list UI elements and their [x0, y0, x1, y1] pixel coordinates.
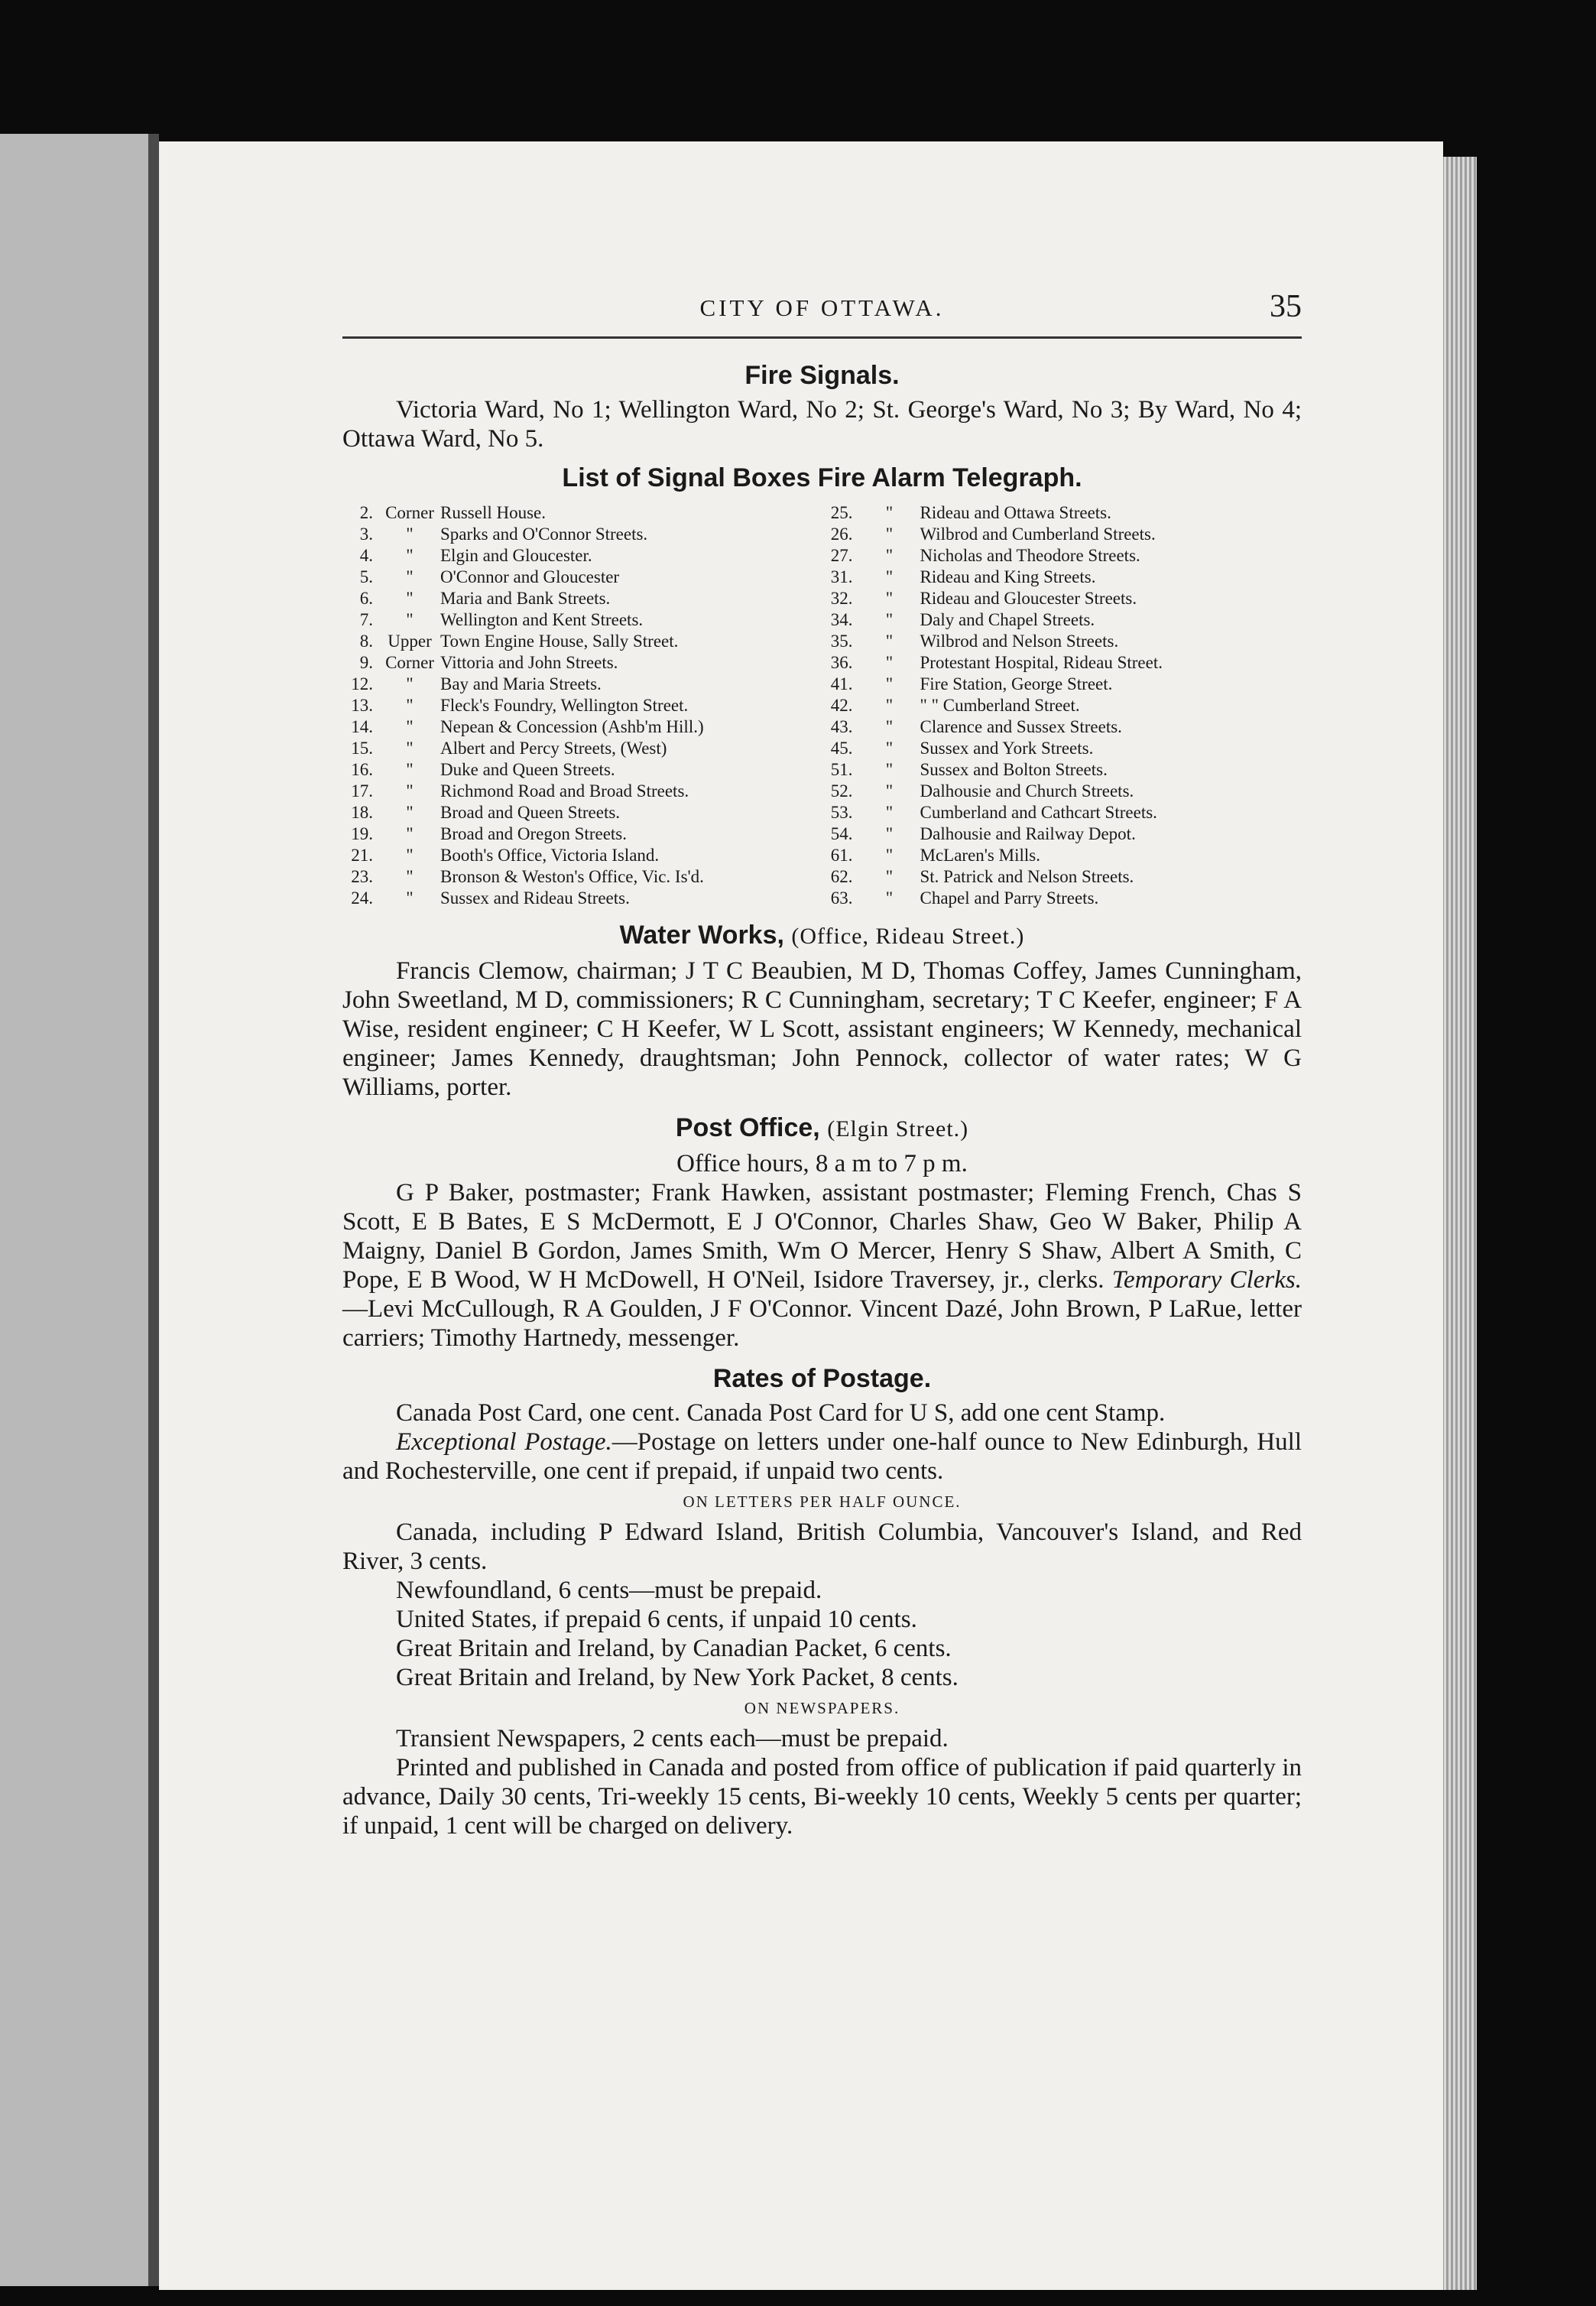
signal-box-row: [822, 652, 1302, 674]
signal-box-number: 12.: [351, 674, 373, 693]
signal-box-row: [342, 674, 822, 695]
signal-box-location: Fleck's Foundry, Wellington Street.: [440, 696, 689, 715]
signal-box-number: 61.: [830, 846, 853, 865]
signal-box-number: 23.: [351, 867, 373, 886]
signal-box-prefix: ": [885, 632, 894, 651]
signal-box-row: [342, 567, 822, 588]
signal-box-prefix: ": [406, 589, 414, 608]
running-title: CITY OF OTTAWA.: [699, 294, 945, 321]
signal-box-prefix: Corner: [385, 653, 434, 672]
signal-box-number: 2.: [359, 503, 373, 522]
signal-box-prefix: ": [885, 739, 894, 758]
signal-box-prefix: ": [406, 888, 414, 908]
signal-box-row: [822, 502, 1302, 524]
post-office-hours: Office hours, 8 a m to 7 p m.: [676, 1150, 968, 1177]
signal-box-location: St. Patrick and Nelson Streets.: [920, 867, 1134, 886]
signal-box-number: 13.: [351, 696, 373, 715]
water-works-title: Water Works,: [619, 921, 784, 950]
temporary-clerks-label: Temporary Clerks.: [1111, 1266, 1302, 1294]
signal-box-location: Dalhousie and Railway Depot.: [920, 824, 1136, 843]
signal-box-location: Wilbrod and Cumberland Streets.: [920, 525, 1156, 544]
signal-boxes-left-column: [342, 502, 822, 909]
signal-box-location: Protestant Hospital, Rideau Street.: [920, 653, 1163, 672]
signal-box-number: 32.: [830, 589, 853, 608]
signal-box-location: Booth's Office, Victoria Island.: [440, 846, 660, 865]
post-office-address: (Elgin Street.): [827, 1116, 969, 1142]
signal-box-row: [822, 823, 1302, 845]
letters-rate: United States, if prepaid 6 cents, if unpaid 10 cents.: [396, 1606, 917, 1633]
signal-box-row: [822, 781, 1302, 802]
signal-box-prefix: ": [406, 674, 414, 693]
signal-box-prefix: ": [406, 803, 414, 822]
signal-box-number: 26.: [830, 525, 853, 544]
signal-box-number: 7.: [359, 610, 373, 629]
signal-box-prefix: ": [885, 589, 894, 608]
signal-box-row: [342, 823, 822, 845]
signal-box-number: 4.: [359, 546, 373, 565]
signal-box-row: [342, 524, 822, 545]
signal-box-number: 27.: [830, 546, 853, 565]
signal-box-number: 5.: [359, 567, 373, 586]
newspapers-subheading: ON NEWSPAPERS.: [744, 1699, 900, 1717]
signal-box-location: Chapel and Parry Streets.: [920, 888, 1099, 908]
signal-box-location: Broad and Oregon Streets.: [440, 824, 627, 843]
letters-subheading: ON LETTERS PER HALF OUNCE.: [683, 1492, 962, 1511]
signal-box-prefix: ": [885, 696, 894, 715]
signal-box-number: 18.: [351, 803, 373, 822]
signal-box-row: [342, 781, 822, 802]
signal-box-row: [342, 738, 822, 759]
signal-box-prefix: Corner: [385, 503, 434, 522]
water-works-heading: [342, 915, 1302, 957]
signal-box-location: Albert and Percy Streets, (West): [440, 739, 667, 758]
signal-box-prefix: ": [406, 546, 414, 565]
signal-box-prefix: ": [406, 696, 414, 715]
water-works-text: Francis Clemow, chairman; J T C Beaubien, M D, Thomas Coffey, James Cunningham, John Sweetland, M D, commissioners; R C Cunningham, secretary; T C Keefer, engineer; F A Wise, resident engineer; C H Keefer, W L Scott, assistant engineers; W Kennedy, mechanical engineer; James Kennedy, draughtsman; John Pennock, collector of water rates; W G Williams, porter.: [342, 957, 1302, 1101]
signal-box-prefix: ": [885, 525, 894, 544]
signal-box-row: [342, 866, 822, 888]
signal-box-prefix: ": [406, 760, 414, 779]
post-office-clerks: G P Baker, postmaster; Frank Hawken, assistant postmaster; Fleming French, Chas S Scott, E B Bates, E S McDermott, E J O'Connor, Charles Shaw, Geo W Baker, Philip A Maigny, Daniel B Gordon, James Smith, Wm O Mercer, Henry S Shaw, Albert A Smith, C Pope, E B Wood, W H McDowell, H O'Neil, Isidore Traversey, jr., clerks.: [342, 1179, 1302, 1294]
signal-box-location: Sussex and Rideau Streets.: [440, 888, 630, 908]
signal-box-number: 19.: [351, 824, 373, 843]
signal-box-number: 53.: [830, 803, 853, 822]
newspapers-rate: Printed and published in Canada and posted from office of publication if paid quarterly in advance, Daily 30 cents, Tri-weekly 15 cents, Bi-weekly 10 cents, Weekly 5 cents per quarter; if unpaid, 1 cent will be charged on delivery.: [342, 1754, 1302, 1840]
signal-box-prefix: ": [885, 717, 894, 736]
signal-box-prefix: ": [885, 824, 894, 843]
signal-box-row: [822, 545, 1302, 567]
signal-box-location: McLaren's Mills.: [920, 846, 1040, 865]
signal-box-number: 35.: [830, 632, 853, 651]
signal-box-prefix: ": [885, 567, 894, 586]
exceptional-postage: [342, 1427, 1302, 1486]
signal-box-location: Sussex and York Streets.: [920, 739, 1094, 758]
signal-box-location: Wellington and Kent Streets.: [440, 610, 644, 629]
signal-box-number: 42.: [830, 696, 853, 715]
signal-box-number: 52.: [830, 781, 853, 801]
signal-box-number: 14.: [351, 717, 373, 736]
exceptional-postage-text: —Postage on letters under one-half ounce to New Edinburgh, Hull and Rochesterville, one cent if prepaid, if unpaid two cents.: [342, 1428, 1302, 1485]
left-page-edge: [0, 134, 159, 2286]
signal-box-number: 62.: [830, 867, 853, 886]
signal-box-row: [822, 631, 1302, 652]
rates-of-postage-heading: Rates of Postage.: [712, 1364, 932, 1393]
signal-box-location: Dalhousie and Church Streets.: [920, 781, 1134, 801]
signal-box-number: 51.: [830, 760, 853, 779]
signal-box-location: Wilbrod and Nelson Streets.: [920, 632, 1119, 651]
water-works-address: (Office, Rideau Street.): [791, 924, 1025, 949]
signal-box-number: 9.: [359, 653, 373, 672]
signal-box-prefix: ": [885, 867, 894, 886]
signal-box-prefix: ": [406, 567, 414, 586]
signal-box-prefix: ": [406, 739, 414, 758]
signal-box-location: Nicholas and Theodore Streets.: [920, 546, 1140, 565]
signal-box-location: Elgin and Gloucester.: [440, 546, 592, 565]
signal-box-row: [342, 502, 822, 524]
newspapers-rate: Transient Newspapers, 2 cents each—must be prepaid.: [396, 1725, 949, 1752]
post-office-staff: [342, 1178, 1302, 1353]
signal-box-prefix: ": [885, 803, 894, 822]
signal-box-location: Bay and Maria Streets.: [440, 674, 602, 693]
signal-box-number: 63.: [830, 888, 853, 908]
signal-box-location: Vittoria and John Streets.: [440, 653, 618, 672]
signal-box-row: [822, 609, 1302, 631]
signal-box-prefix: ": [885, 760, 894, 779]
signal-box-location: O'Connor and Gloucester: [440, 567, 620, 586]
page-number: 35: [1270, 289, 1302, 324]
signal-box-row: [342, 845, 822, 866]
signal-box-prefix: ": [406, 525, 414, 544]
signal-box-prefix: ": [885, 674, 894, 693]
signal-box-location: Nepean & Concession (Ashb'm Hill.): [440, 717, 704, 736]
signal-box-location: Richmond Road and Broad Streets.: [440, 781, 689, 801]
signal-box-location: Maria and Bank Streets.: [440, 589, 611, 608]
temporary-clerks-text: —Levi McCullough, R A Goulden, J F O'Connor. Vincent Dazé, John Brown, P LaRue, letter carriers; Timothy Hartnedy, messenger.: [342, 1295, 1302, 1352]
signal-box-row: [822, 866, 1302, 888]
signal-box-location: Sussex and Bolton Streets.: [920, 760, 1108, 779]
page-edges: [1442, 157, 1477, 2290]
signal-box-prefix: ": [885, 653, 894, 672]
signal-box-location: Duke and Queen Streets.: [440, 760, 615, 779]
post-card-text: Canada Post Card, one cent. Canada Post Card for U S, add one cent Stamp.: [396, 1399, 1166, 1427]
signal-box-row: [342, 716, 822, 738]
signal-box-number: 3.: [359, 525, 373, 544]
signal-box-row: [342, 759, 822, 781]
signal-box-prefix: ": [885, 546, 894, 565]
signal-box-row: [342, 609, 822, 631]
signal-box-location: Cumberland and Cathcart Streets.: [920, 803, 1157, 822]
signal-box-prefix: ": [885, 846, 894, 865]
signal-box-number: 24.: [351, 888, 373, 908]
signal-box-location: Clarence and Sussex Streets.: [920, 717, 1122, 736]
signal-box-location: Rideau and Ottawa Streets.: [920, 503, 1111, 522]
signal-box-row: [342, 802, 822, 823]
signal-box-location: Sparks and O'Connor Streets.: [440, 525, 648, 544]
signal-box-row: [342, 888, 822, 909]
header-rule: [342, 336, 1302, 339]
signal-box-prefix: ": [885, 888, 894, 908]
post-office-title: Post Office,: [675, 1113, 820, 1142]
post-office-heading: [342, 1108, 1302, 1149]
fire-signals-text: Victoria Ward, No 1; Wellington Ward, No 2; St. George's Ward, No 3; By Ward, No 4; Ottawa Ward, No 5.: [342, 396, 1302, 453]
signal-box-prefix: ": [406, 846, 414, 865]
signal-box-prefix: ": [885, 610, 894, 629]
signal-box-row: [822, 759, 1302, 781]
signal-box-location: " " Cumberland Street.: [920, 696, 1080, 715]
signal-box-location: Rideau and King Streets.: [920, 567, 1096, 586]
signal-box-location: Russell House.: [440, 503, 546, 522]
signal-box-prefix: ": [885, 503, 894, 522]
signal-box-row: [822, 716, 1302, 738]
signal-box-row: [822, 695, 1302, 716]
letters-rate: Canada, including P Edward Island, British Columbia, Vancouver's Island, and Red River, 3 cents.: [342, 1518, 1302, 1575]
signal-box-row: [342, 545, 822, 567]
page-content: [342, 289, 1302, 1840]
signal-box-row: [822, 738, 1302, 759]
signal-box-row: [822, 524, 1302, 545]
signal-box-number: 6.: [359, 589, 373, 608]
signal-box-row: [342, 695, 822, 716]
signal-box-number: 8.: [359, 632, 373, 651]
signal-box-number: 36.: [830, 653, 853, 672]
signal-box-location: Broad and Queen Streets.: [440, 803, 621, 822]
signal-box-row: [822, 802, 1302, 823]
signal-box-prefix: ": [406, 781, 414, 801]
signal-box-location: Bronson & Weston's Office, Vic. Is'd.: [440, 867, 704, 886]
signal-box-number: 16.: [351, 760, 373, 779]
signal-box-row: [822, 674, 1302, 695]
signal-box-number: 17.: [351, 781, 373, 801]
signal-box-number: 21.: [351, 846, 373, 865]
signal-box-prefix: ": [406, 867, 414, 886]
signal-box-prefix: Upper: [388, 632, 432, 651]
signal-box-number: 41.: [830, 674, 853, 693]
signal-box-row: [822, 588, 1302, 609]
signal-box-number: 45.: [830, 739, 853, 758]
signal-box-row: [342, 631, 822, 652]
signal-box-number: 31.: [830, 567, 853, 586]
signal-box-number: 15.: [351, 739, 373, 758]
signal-box-location: Daly and Chapel Streets.: [920, 610, 1095, 629]
signal-boxes-table: [342, 502, 1302, 909]
signal-box-location: Fire Station, George Street.: [920, 674, 1113, 693]
signal-boxes-right-column: [822, 502, 1302, 909]
signal-box-row: [342, 588, 822, 609]
signal-box-prefix: ": [406, 717, 414, 736]
signal-box-location: Town Engine House, Sally Street.: [440, 632, 679, 651]
exceptional-postage-label: Exceptional Postage.: [396, 1428, 612, 1456]
book-page: [159, 141, 1443, 2290]
signal-boxes-heading: List of Signal Boxes Fire Alarm Telegraph.: [562, 463, 1082, 492]
signal-box-location: Rideau and Gloucester Streets.: [920, 589, 1137, 608]
signal-box-number: 54.: [830, 824, 853, 843]
fire-signals-heading: Fire Signals.: [744, 361, 900, 390]
running-header: [342, 289, 1302, 336]
signal-box-prefix: ": [406, 824, 414, 843]
signal-box-number: 43.: [830, 717, 853, 736]
signal-box-row: [342, 652, 822, 674]
signal-box-number: 34.: [830, 610, 853, 629]
signal-box-row: [822, 888, 1302, 909]
signal-box-number: 25.: [830, 503, 853, 522]
letters-rate: Newfoundland, 6 cents—must be prepaid.: [396, 1577, 822, 1604]
signal-box-prefix: ": [406, 610, 414, 629]
signal-box-row: [822, 567, 1302, 588]
signal-box-prefix: ": [885, 781, 894, 801]
letters-rate: Great Britain and Ireland, by Canadian Packet, 6 cents.: [396, 1635, 952, 1662]
signal-box-row: [822, 845, 1302, 866]
letters-rate: Great Britain and Ireland, by New York Packet, 8 cents.: [396, 1664, 959, 1691]
